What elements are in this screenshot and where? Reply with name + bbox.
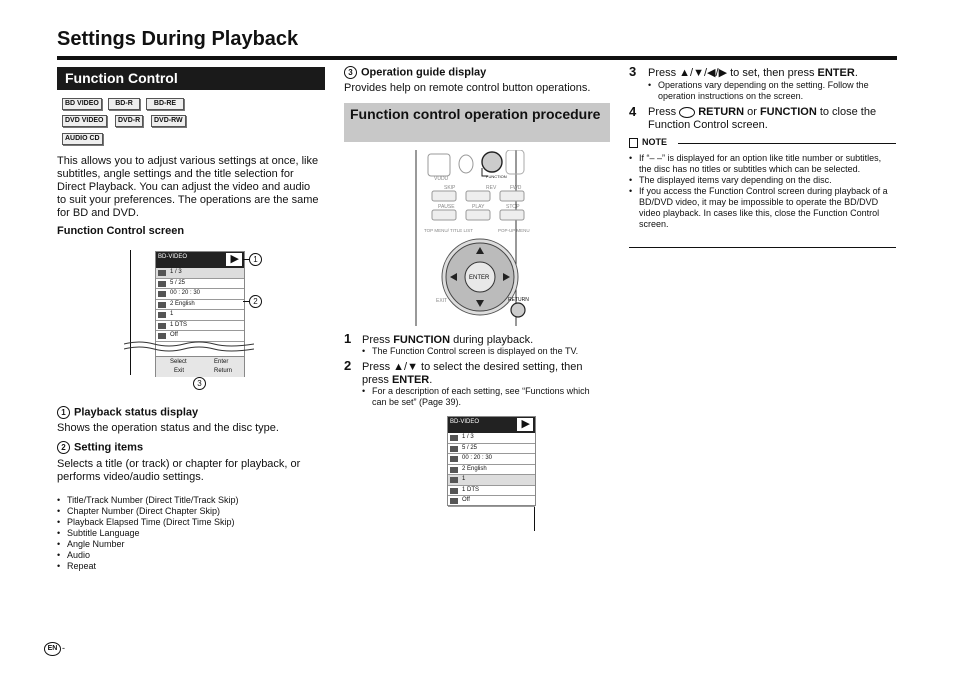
function-control-screen	[155, 251, 245, 377]
function-label: FUNCTION	[486, 174, 507, 179]
procedure-title-bar: Function control operation procedure	[344, 103, 610, 142]
play-label: PLAY	[472, 204, 485, 210]
play-icon: ▶	[521, 418, 530, 430]
repeat-icon	[158, 333, 166, 339]
callout-2: 2	[249, 295, 262, 308]
page-title: Settings During Playback	[57, 28, 299, 50]
item2-text: Selects a title (or track) or chapter for playback, or performs video/audio settings.	[57, 458, 301, 483]
item1-text: Shows the operation status and the disc type.	[57, 422, 279, 434]
step-1-number: 1	[344, 331, 352, 346]
title-icon	[158, 270, 166, 276]
step-1-text: Press FUNCTION during playback.	[362, 334, 534, 346]
angle-icon	[158, 312, 166, 318]
function-control-screen-2	[447, 416, 536, 506]
screen-break-wave	[124, 340, 254, 354]
disc-type-label: BD-VIDEO	[158, 254, 188, 260]
play-icon: ▶	[230, 253, 239, 265]
setting-row: Off	[448, 496, 535, 507]
item2-heading: 2 Setting items	[57, 441, 143, 454]
setting-items-list	[57, 495, 317, 572]
disc-badge: DVD-RW	[151, 115, 186, 127]
enter-label: ENTER	[469, 275, 490, 281]
setting-row: 5 / 25	[448, 444, 535, 455]
list-item: • Audio	[57, 550, 317, 561]
list-item: • Repeat	[57, 561, 317, 572]
list-item: • Title/Track Number (Direct Title/Track Skip)	[57, 495, 317, 506]
return-label: RETURN	[508, 297, 529, 303]
list-item: • Subtitle Language	[57, 528, 317, 539]
disc-badge: AUDIO CD	[62, 133, 103, 145]
disc-badge: DVD VIDEO	[62, 115, 107, 127]
section-title-bar: Function Control	[57, 67, 325, 90]
intro-text: This allows you to adjust various settings at once, like subtitles, angle settings and the title selection for Direct Playback. You can adjust the video and audio to suit your preferences. The operations are the same for BD and DVD.	[57, 155, 319, 219]
step-2-number: 2	[344, 358, 352, 373]
step-2-notes: • For a description of each setting, see “Functions which can be set” (Page 39).	[362, 386, 602, 408]
setting-row: Off	[156, 331, 244, 342]
note-item: • If “– –” is displayed for an option like title number or subtitles, the disc has no titles or subtitles which can be selected.	[629, 153, 895, 175]
notes-list	[629, 153, 895, 230]
list-item: • Angle Number	[57, 539, 317, 550]
setting-row: 00 : 20 : 30	[448, 454, 535, 465]
setting-row: 1 / 3	[448, 433, 535, 444]
note-icon	[629, 138, 638, 148]
operation-guide-display: Select Enter Exit Return	[156, 356, 244, 377]
step-3-text: Press ▲/▼/◀/▶ to set, then press ENTER.	[648, 67, 858, 79]
return-button-icon	[679, 107, 695, 118]
remote-control-illustration	[410, 150, 540, 326]
screen-heading: Function Control screen	[57, 225, 185, 237]
title-rule	[57, 56, 897, 60]
callout-1: 1	[249, 253, 262, 266]
step-3-number: 3	[629, 64, 637, 79]
playback-status-display	[156, 252, 244, 268]
disc-badge: DVD-R	[115, 115, 143, 127]
step-3-notes: • Operations vary depending on the setting. Follow the operation instructions on the screen.	[648, 80, 888, 102]
setting-row: 2 English	[448, 465, 535, 476]
page-number-dash: -	[62, 643, 65, 653]
setting-row: 5 / 25	[156, 279, 244, 290]
language-badge: EN	[44, 642, 61, 656]
note-heading: NOTE	[629, 137, 667, 148]
vudu-label: VUDU	[434, 176, 449, 182]
step-2-text: Press ▲/▼ to select the desired setting, then press ENTER.	[362, 361, 583, 386]
note-item: • The displayed items vary depending on the disc.	[629, 175, 895, 186]
step-4-text: Press RETURN or FUNCTION to close the Function Control screen.	[648, 106, 877, 131]
disc-badge: BD-RE	[146, 98, 184, 110]
diagram-left-rule	[130, 250, 131, 375]
note-rule-top	[678, 143, 896, 144]
popup-menu-label: POP-UP MENU	[498, 228, 530, 233]
setting-row: 1	[156, 310, 244, 321]
setting-row: 1 / 3	[156, 268, 244, 279]
setting-row: 1 DTS	[156, 321, 244, 332]
disc-badge: BD-R	[108, 98, 140, 110]
playback-status-display: BD-VIDEO ▶	[448, 417, 535, 433]
time-icon	[158, 291, 166, 297]
step-4-number: 4	[629, 104, 637, 119]
subtitle-icon	[158, 302, 166, 308]
setting-row: 00 : 20 : 30	[156, 289, 244, 300]
audio-icon	[158, 323, 166, 329]
stop-label: STOP	[506, 204, 520, 210]
list-item: • Chapter Number (Direct Chapter Skip)	[57, 506, 317, 517]
setting-row: 2 English	[156, 300, 244, 311]
callout-3: 3	[193, 377, 206, 390]
setting-row-selected: 1	[448, 475, 535, 486]
fwd-label: FWD	[510, 185, 522, 191]
top-menu-label: TOP MENU/ TITLE LIST	[424, 228, 474, 233]
note-item: • If you access the Function Control screen during playback of a BD/DVD video, it may be impossible to operate the BD/DVD video playback. In cases like this, close the Function Control screen.	[629, 186, 895, 230]
rev-label: REV	[486, 185, 497, 191]
list-item: • Playback Elapsed Time (Direct Time Skip)	[57, 517, 317, 528]
skip-label: SKIP	[444, 185, 456, 191]
disc-badge: BD VIDEO	[62, 98, 102, 110]
note-rule-bottom	[629, 247, 896, 248]
pause-label: PAUSE	[438, 204, 455, 210]
chapter-icon	[158, 281, 166, 287]
setting-row: 1 DTS	[448, 486, 535, 497]
exit-label: EXIT	[436, 298, 448, 304]
item3-heading: 3 Operation guide display	[344, 66, 486, 79]
item3-text: Provides help on remote control button operations.	[344, 82, 591, 94]
item1-heading: 1 Playback status display	[57, 406, 198, 419]
step-1-notes: • The Function Control screen is displayed on the TV.	[362, 346, 610, 357]
